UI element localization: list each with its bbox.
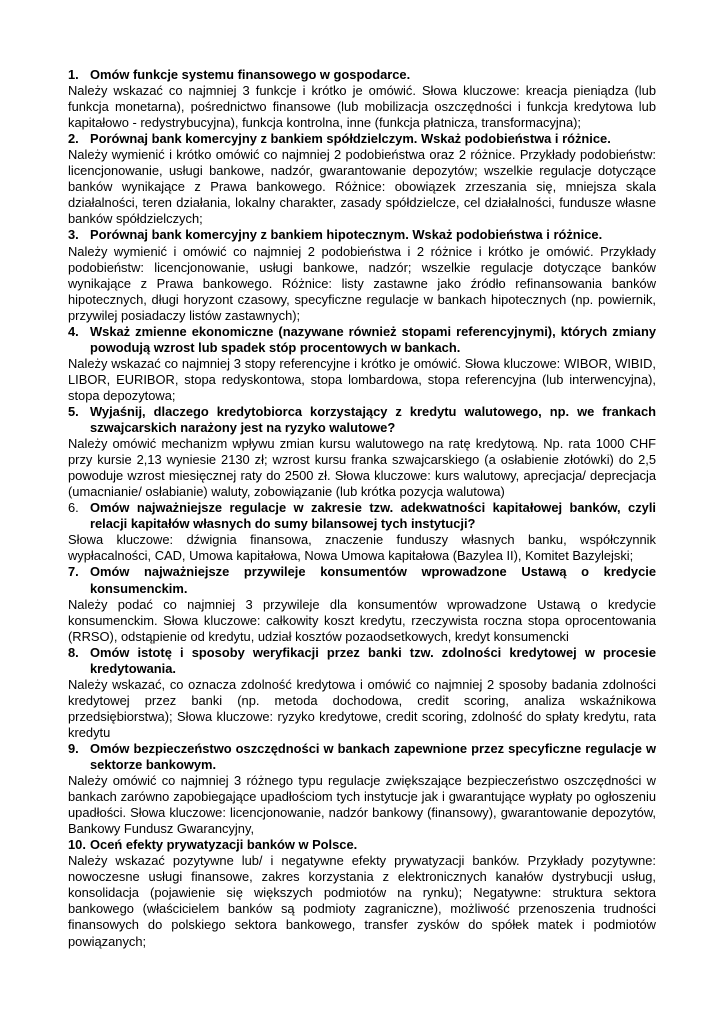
question-item <box>68 564 656 644</box>
question-item <box>68 741 656 837</box>
question-item <box>68 837 656 949</box>
question-item <box>68 404 656 500</box>
question-number: 1. <box>68 67 79 82</box>
question-item <box>68 131 656 227</box>
question-number: 5. <box>68 403 79 419</box>
question-text: Wskaż zmienne ekonomiczne (nazywane również stopami referencyjnymi), których zmiany powodują wzrost lub spadek stóp procentowych w bankach. <box>90 323 656 355</box>
question-number: 8. <box>68 644 79 660</box>
question-text: Porównaj bank komercyjny z bankiem spółdzielczym. Wskaż podobieństwa i różnice. <box>90 131 611 147</box>
question-item <box>68 500 656 564</box>
answer-text: Należy wskazać co najmniej 3 stopy referencyjne i krótko je omówić. Słowa kluczowe: WIBOR, WIBID, LIBOR, EURIBOR, stopa redyskontowa, stopa lombardowa, stopa referencyjna (lub interwencyjna), stopa depozytowa; <box>68 355 656 403</box>
question-item <box>68 645 656 741</box>
answer-text: Należy omówić co najmniej 3 różnego typu regulacje zwiększające bezpieczeństwo oszczędności w bankach zarówno zapobiegające upadłościom tych instytucje jak i gwarantujące wypłaty po ogłoszeniu upadłości. Słowa kluczowe: licencjonowanie, nadzór bankowy (finansowy), gwarantowanie depozytów, Bankowy Fundusz Gwarancyjny, <box>68 773 656 837</box>
answer-text: Należy omówić mechanizm wpływu zmian kursu walutowego na ratę kredytową. Np. rata 1000 CHF przy kursie 2,13 wyniesie 2130 zł; wzrost kursu franka szwajcarskiego (a osłabienie złotówki) do 2,5 powoduje wzrost miesięcznej raty do 2500 zł. Słowa kluczowe: kurs walutowy, aprecjacja/ deprecjacja (umacnianie/ osłabianie) waluty, zobowiązanie (lub krótka pozycja walutowa) <box>68 436 656 500</box>
question-text: Omów istotę i sposoby weryfikacji przez banki tzw. zdolności kredytowej w procesie kredytowania. <box>90 644 656 676</box>
question-number: 3. <box>68 227 79 243</box>
question-item <box>68 227 656 323</box>
answer-text: Należy wskazać co najmniej 3 funkcje i krótko je omówić. Słowa kluczowe: kreacja pieniądza (lub funkcja monetarna), pośrednictwo finansowe (lub mobilizacja oszczędności i funkcja kredytowa lub kapitałowo - redystrybucyjna), funkcja kontrolna, inne (funkcja płatnicza, transformacyjna); <box>68 83 656 131</box>
answer-text: Należy wymienić i krótko omówić co najmniej 2 podobieństwa oraz 2 różnice. Przykłady podobieństw: licencjonowanie, usługi bankowe, nadzór, gwarantowanie depozytów; wszelkie regulacje dotyczące banków wynikające z Prawa bankowego. Różnice: obowiązek zrzeszania się, mniejsza skala działalności, teren działania, lokalny charakter, zasady spółdzielcze, cel działalności, fundusze własne banków spółdzielczych; <box>68 147 656 227</box>
question-text: Porównaj bank komercyjny z bankiem hipotecznym. Wskaż podobieństwa i różnice. <box>90 227 603 243</box>
question-item <box>68 67 656 131</box>
question-number: 7. <box>68 564 79 580</box>
answer-text: Należy podać co najmniej 3 przywileje dla konsumentów wprowadzone Ustawą o kredycie konsumenckim. Słowa kluczowe: całkowity koszt kredytu, rzeczywista roczna stopa oprocentowania (RRSO), odstąpienie od kredytu, udział kosztów pozaodsetkowych, kredyt konsumencki <box>68 596 656 644</box>
answer-text: Należy wskazać pozytywne lub/ i negatywne efekty prywatyzacji banków. Przykłady pozytywne: nowoczesne usługi finansowe, zakres korzystania z elektronicznych kanałów dystrybucji usług, konsolidacja (pojawienie się większych podmiotów na rynku); Negatywne: struktura sektora bankowego (właścicielem banków są podmioty zagraniczne), możliwość przenoszenia trudności finansowych do polskiego sektora bankowego, transfer zysków do spółek matek i podmiotów powiązanych; <box>68 853 656 949</box>
document-page <box>68 67 656 950</box>
question-list <box>68 67 656 950</box>
question-item <box>68 324 656 404</box>
question-number: 2. <box>68 131 79 147</box>
question-text: Wyjaśnij, dlaczego kredytobiorca korzystający z kredytu walutowego, np. we frankach szwajcarskich narażony jest na ryzyko walutowe? <box>90 403 656 436</box>
answer-text: Należy wskazać, co oznacza zdolność kredytowa i omówić co najmniej 2 sposoby badania zdolności kredytowej przez banki (np. metoda dochodowa, credit scoring, analiza wskaźnikowa przedsiębiorstwa); Słowa kluczowe: ryzyko kredytowe, credit scoring, zdolność do spłaty kredytu, rata kredytu <box>68 676 656 740</box>
question-heading <box>68 324 656 356</box>
question-heading <box>68 227 656 243</box>
question-heading <box>68 564 656 596</box>
question-heading <box>68 131 656 147</box>
question-number: 9. <box>68 740 79 756</box>
question-heading <box>68 67 656 83</box>
question-text: Omów najważniejsze przywileje konsumentów wprowadzone Ustawą o kredycie konsumenckim. <box>90 564 656 596</box>
question-heading <box>68 645 656 677</box>
question-text: Oceń efekty prywatyzacji banków w Polsce. <box>90 837 358 853</box>
question-number: 10. <box>68 837 86 853</box>
answer-text: Słowa kluczowe: dźwignia finansowa, znaczenie funduszy własnych banku, współczynnik wypłacalności, CAD, Umowa kapitałowa, Nowa Umowa kapitałowa (Bazylea II), Komitet Bazylejski; <box>68 532 656 564</box>
question-number: 6. <box>68 500 79 516</box>
question-text: Omów bezpieczeństwo oszczędności w bankach zapewnione przez specyficzne regulacje w sektorze bankowym. <box>90 740 656 773</box>
question-heading <box>68 500 656 532</box>
question-heading <box>68 404 656 436</box>
answer-text: Należy wymienić i omówić co najmniej 2 podobieństwa i 2 różnice i krótko je omówić. Przykłady podobieństw: licencjonowanie, usługi bankowe, nadzór; wszelkie regulacje dotyczące banków wynikające z Prawa bankowego. Różnice: listy zastawne jako źródło refinansowania banków hipotecznych, długi horyzont czasowy, specyficzne regulacje w bankach hipotecznych (np. powiernik, przywilej posiadaczy listów zastawnych); <box>68 243 656 323</box>
question-heading <box>68 837 656 853</box>
question-number: 4. <box>68 323 79 339</box>
question-heading <box>68 741 656 773</box>
question-text: Omów najważniejsze regulacje w zakresie tzw. adekwatności kapitałowej banków, czyli relacji kapitałów własnych do sumy bilansowej tych instytucji? <box>90 500 656 532</box>
question-text: Omów funkcje systemu finansowego w gospodarce. <box>90 67 411 82</box>
